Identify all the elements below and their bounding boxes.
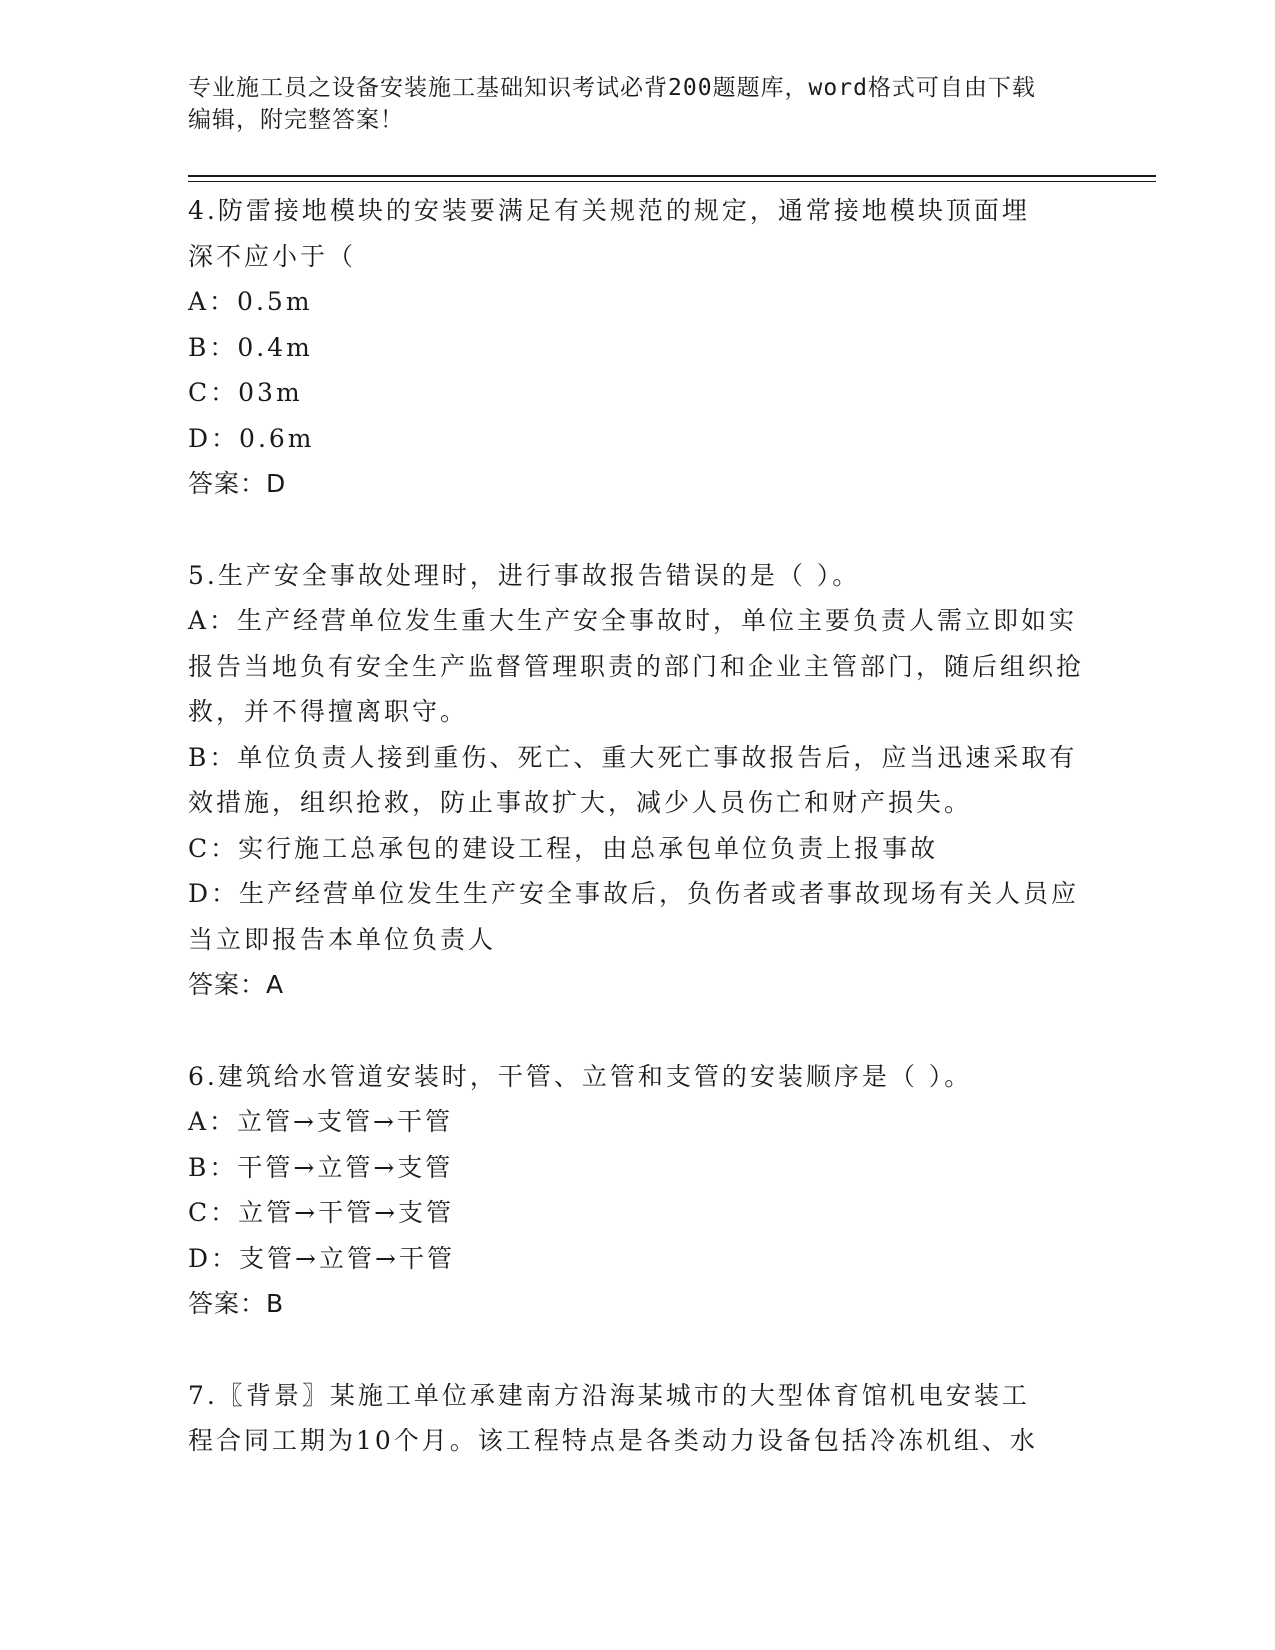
option-d: D：支管→立管→干管 [188,1243,455,1273]
option-d: D：0.6m [188,423,315,453]
option-b: B：干管→立管→支管 [188,1152,454,1182]
option-a: A：生产经营单位发生重大生产安全事故时，单位主要负责人需立即如实报告当地负有安全生产监督管理职责的部门和企业主管部门，随后组织抢救，并不得擅离职守。 [188,606,1085,726]
option-c: C：实行施工总承包的建设工程，由总承包单位负责上报事故 [188,833,939,863]
option-a: A：立管→支管→干管 [188,1107,453,1136]
question-list [188,188,1088,1510]
header-title-line-1: 专业施工员之设备安装施工基础知识考试必背200题题库，word格式可自由下载 [188,75,1036,101]
option-d: D：生产经营单位发生生产安全事故后，负伤者或者事故现场有关人员应当立即报告本单位负责人 [188,879,1080,954]
option-b: B：单位负责人接到重伤、死亡、重大死亡事故报告后，应当迅速采取有效措施，组织抢救，防止事故扩大，减少人员伤亡和财产损失。 [188,742,1078,817]
option-c: C：立管→干管→支管 [188,1198,455,1227]
header-title-line-2: 编辑，附完整答案！ [188,107,404,133]
question-text: 5.生产安全事故处理时，进行事故报告错误的是（ ）。 [188,560,861,590]
question-7 [188,1373,1088,1464]
question-6 [188,1054,1088,1327]
option-a: A：0.5m [188,287,313,316]
answer-label: 答案：D [188,469,287,498]
question-4 [188,188,1088,507]
option-b: B：0.4m [188,332,313,362]
question-text: 深不应小于（ [188,241,357,271]
answer-label: 答案：B [188,1289,285,1318]
header-divider-thin [188,181,1156,182]
question-5 [188,553,1088,1008]
header-divider [188,175,1156,177]
question-text: 4.防雷接地模块的安装要满足有关规范的规定，通常接地模块顶面埋 [188,196,1030,225]
question-text: 6.建筑给水管道安装时，干管、立管和支管的安装顺序是（ ）。 [188,1061,973,1091]
answer-label: 答案：A [188,970,285,999]
question-text: 7.〖背景〗某施工单位承建南方沿海某城市的大型体育馆机电安装工 [188,1380,1030,1410]
document-header [188,72,1068,136]
question-text: 程合同工期为10个月。该工程特点是各类动力设备包括冷冻机组、水 [188,1426,1038,1455]
option-c: C：03m [188,378,303,407]
